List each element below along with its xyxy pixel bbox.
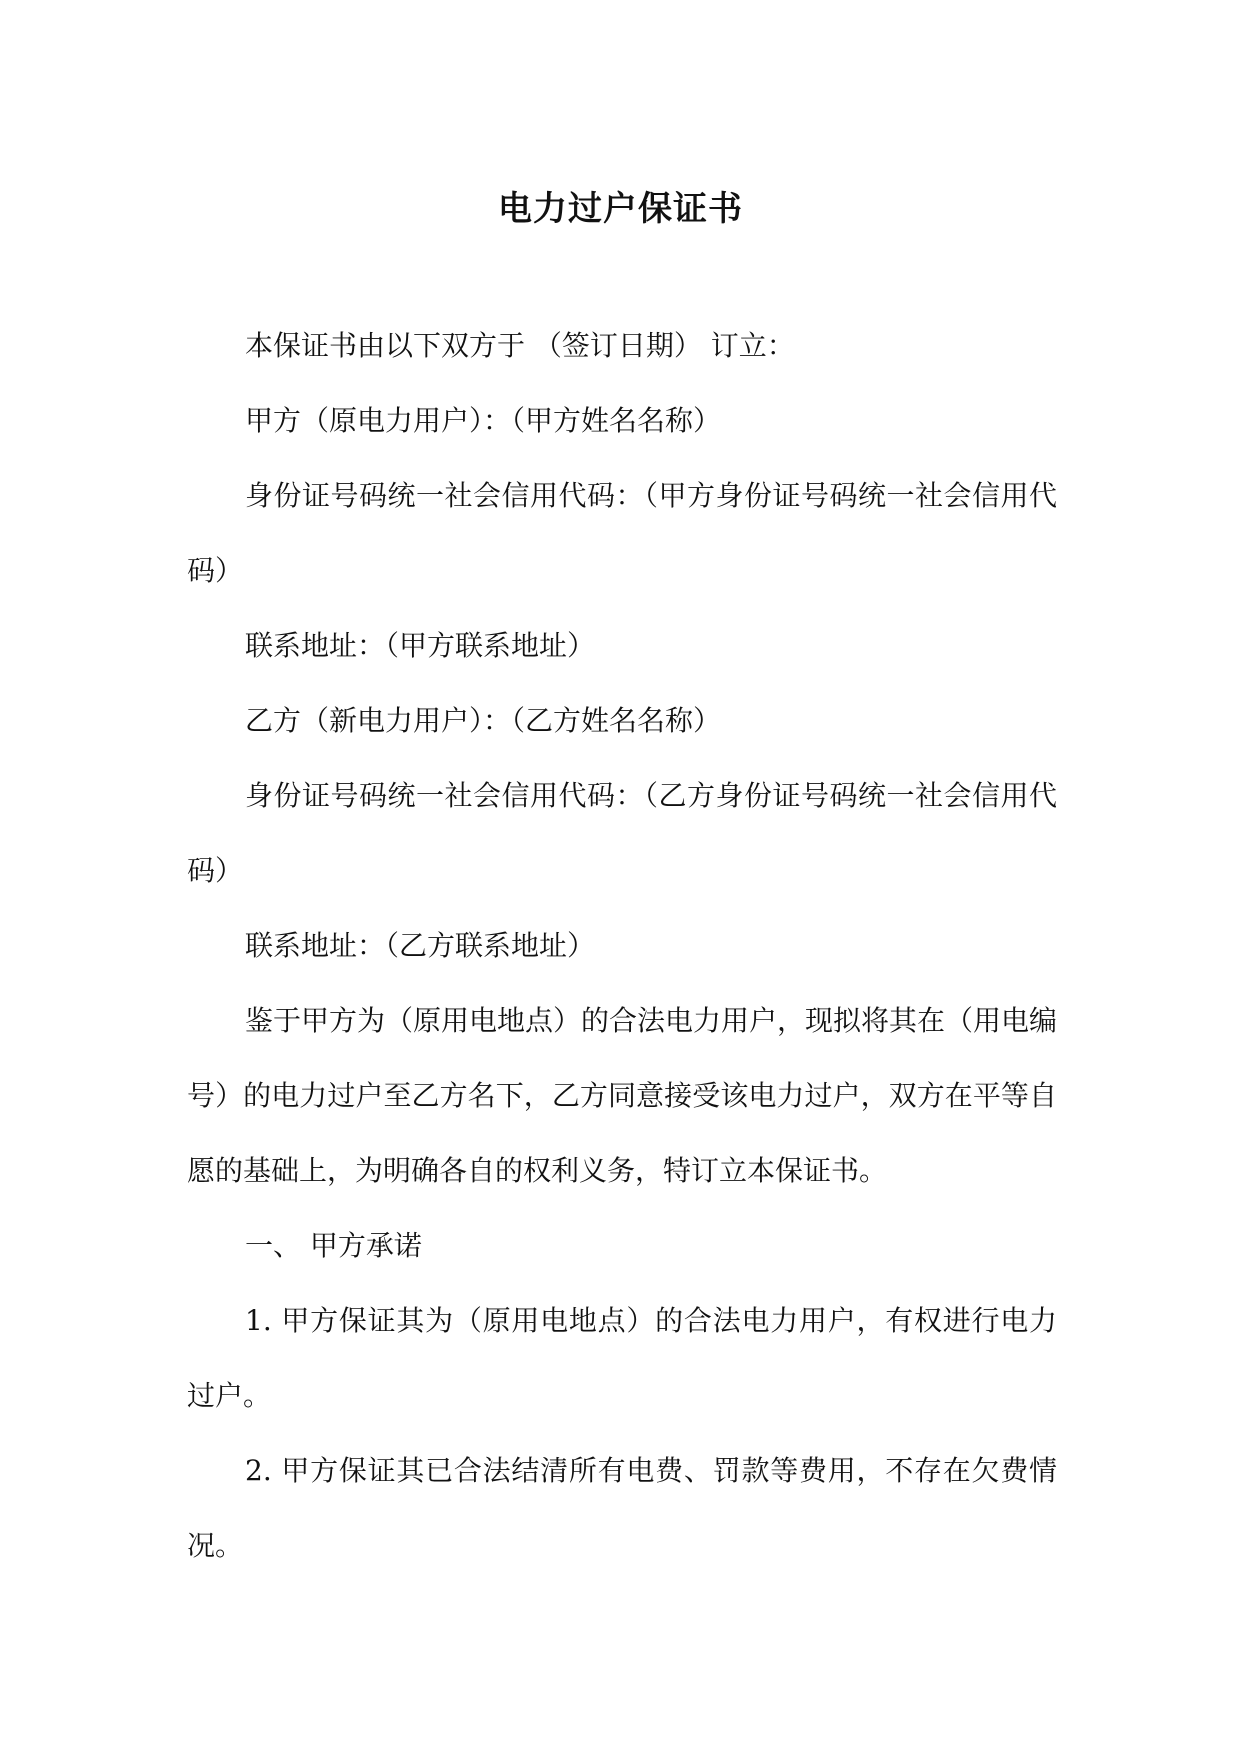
- document-title: 电力过户保证书: [498, 189, 743, 229]
- intro-paragraph: 本保证书由以下双方于 （签订日期） 订立：: [245, 329, 795, 362]
- whereas-paragraph: 鉴于甲方为（原用电地点）的合法电力用户，现拟将其在（用电编号）的电力过户至乙方名下，乙方同意接受该电力过户，双方在平等自愿的基础上，为明确各自的权利义务，特订立本保证书。: [187, 1004, 1058, 1187]
- party-b-name: 乙方（新电力用户）：（乙方姓名名称）: [245, 704, 722, 737]
- party-a-id: 身份证号码统一社会信用代码：（甲方身份证号码统一社会信用代码）: [187, 479, 1057, 587]
- party-a-name: 甲方（原电力用户）：（甲方姓名名称）: [245, 404, 722, 437]
- commitment-item-2: 2. 甲方保证其已合法结清所有电费、罚款等费用，不存在欠费情况。: [187, 1454, 1057, 1562]
- section-heading-party-a-commitments: 一、 甲方承诺: [245, 1229, 422, 1262]
- party-a-address: 联系地址：（甲方联系地址）: [245, 629, 596, 662]
- party-b-id: 身份证号码统一社会信用代码：（乙方身份证号码统一社会信用代码）: [187, 779, 1057, 887]
- document-body: [187, 308, 1057, 1583]
- party-b-address: 联系地址：（乙方联系地址）: [245, 929, 596, 962]
- commitment-item-1: 1. 甲方保证其为（原用电地点）的合法电力用户，有权进行电力过户。: [187, 1304, 1057, 1412]
